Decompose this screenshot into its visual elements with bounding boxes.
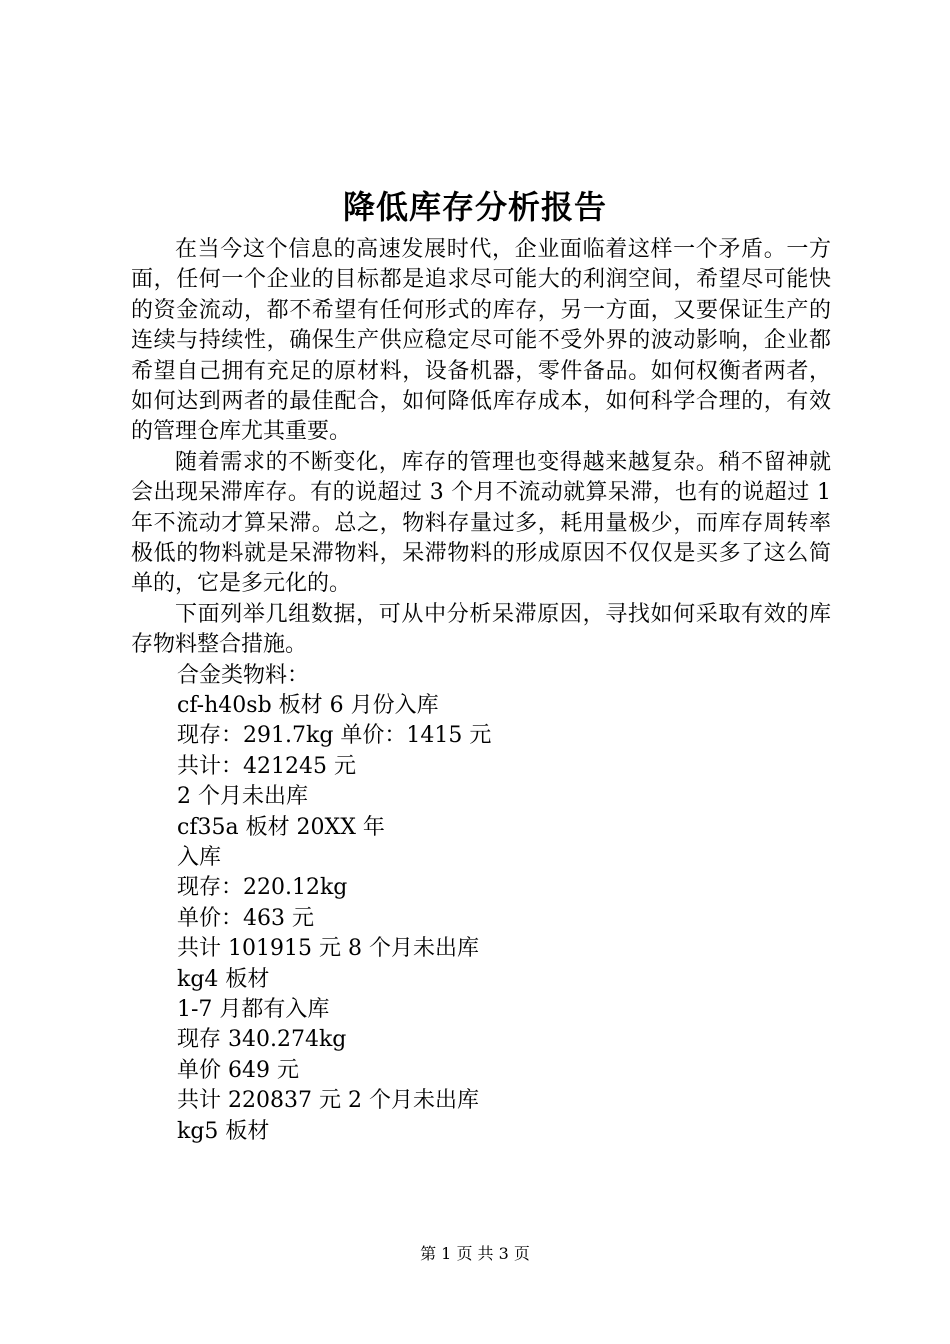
list-item: 共计 101915 元 8 个月未出库 [177, 936, 479, 962]
material-data-list [131, 661, 831, 1147]
document-body [131, 235, 831, 1147]
list-item: 共计：421245 元 [177, 753, 356, 779]
list-item: 入库 [177, 845, 222, 871]
list-item: kg5 板材 [177, 1118, 270, 1144]
list-item: 合金类物料： [177, 662, 310, 688]
paragraph-obsolete-stock: 随着需求的不断变化，库存的管理也变得越来越复杂。稍不留神就会出现呆滞库存。有的说超过 3 个月不流动就算呆滞，也有的说超过 1 年不流动才算呆滞。总之，物料存量过多，耗用量极少，而库存周转率极低的物料就是呆滞物料，呆滞物料的形成原因不仅仅是买多了这么简单的，它是多元化的。 [131, 449, 831, 597]
paragraph-data-intro: 下面列举几组数据，可从中分析呆滞原因，寻找如何采取有效的库存物料整合措施。 [131, 601, 831, 658]
page-footer: 第 1 页 共 3 页 [420, 1244, 530, 1263]
list-item: 现存 340.274kg [177, 1027, 347, 1053]
list-item: 1-7 月都有入库 [177, 996, 330, 1022]
list-item: 2 个月未出库 [177, 784, 308, 810]
list-item: 现存：220.12kg [177, 875, 348, 901]
list-item: 单价 649 元 [177, 1057, 299, 1083]
list-item: kg4 板材 [177, 966, 270, 992]
paragraph-intro: 在当今这个信息的高速发展时代，企业面临着这样一个矛盾。一方面，任何一个企业的目标都是追求尽可能大的利润空间，希望尽可能快的资金流动，都不希望有任何形式的库存，另一方面，又要保证生产的连续与持续性，确保生产供应稳定尽可能不受外界的波动影响，企业都希望自己拥有充足的原材料，设备机器，零件备品。如何权衡者两者，如何达到两者的最佳配合，如何降低库存成本，如何科学合理的，有效的管理仓库尤其重要。 [131, 237, 831, 445]
list-item: 共计 220837 元 2 个月未出库 [177, 1088, 479, 1114]
list-item: cf-h40sb 板材 6 月份入库 [177, 693, 439, 719]
list-item: 现存：291.7kg 单价：1415 元 [177, 723, 492, 749]
document-title: 降低库存分析报告 [342, 188, 607, 226]
list-item: cf35a 板材 20XX 年 [177, 814, 385, 840]
list-item: 单价：463 元 [177, 905, 314, 931]
